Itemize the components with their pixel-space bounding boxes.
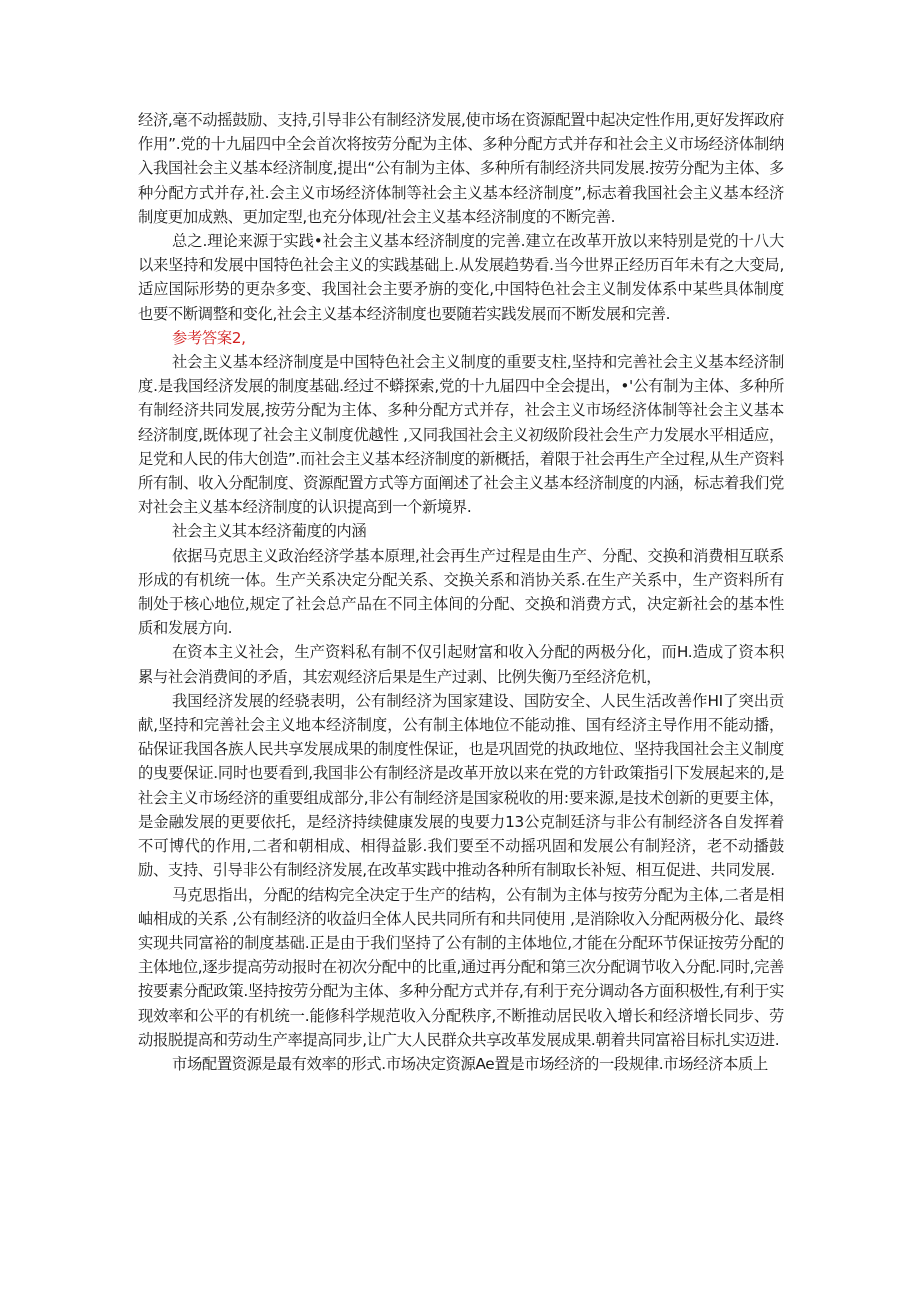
- paragraph: 社会主义基本经济制度是中国特色社会主义制度的重要支柱,坚持和完善社会主义基本经济制度.是我国经济发展的制度基础.经过不蟒探索,党的十九届四中全会提出，•'公有制为主体、多种所有制经济共同发展,按劳分配为主体、多种分配方式并存，社会主义市场经济体制等社会主义基本经济制度,既体现了社会主义制度优越性 ,又同我国社会主义初级阶段社会生产力发展水平相适应，足党和人民的伟大创造”.而社会主义基本经济制度的新概括，着限于社会再生产全过程,从生产资料所有制、收入分配制度、资源配置方式等方面阐述了社会主义基本经济制度的内涵，标志着我们党对社会主义基本经济制度的认识提高到一个新境界.: [138, 353, 784, 517]
- paragraph: 在资本主义社会，生产资料私有制不仅引起财富和收入分配的两极分化，而H.造成了资本积累与社会消费间的矛盾，其宏观经济后果是生产过剥、比例失衡乃至经济危机，: [138, 643, 784, 686]
- paragraph: 总之.理论来源于实践•社会主义基本经济制度的完善.建立在改革开放以来特别是党的十八大以来坚持和发展中国特色社会主义的实践基础上.从发展趋势看.当今世界正经历百年未有之大变局,适应国际形势的更杂多变、我国社会主要矛旃的变化,中国特色社会主义制发体系中某些具体制度也要不断调整和变化,社会主义基本经济制度也要随若实践发展而不断发展和完善.: [138, 232, 784, 323]
- paragraph: 我国经济发展的经骁表明，公有制经济为国家建设、国防安全、人民生活改善作HI了突出贡献,坚持和完善社会主义地本经济制度，公有制主体地位不能动推、国有经济主导作用不能动播，砧保证我国各族人民共享发展成果的制度性保证，也是巩固党的执政地位、坚持我国社会主义制度的曳要保证.同时也要看到,我国非公有制经济是改革开放以来在党的方针政策指引下发展起来的,是社会主义市场经济的重要组成部分,非公有制经济是国家税收的用:要来源,是技术创新的更要主体，是金融发展的更要依托，是经济持续健康发展的曳要力13公克制廷济与非公有制经济各自发挥着不可博代的作用,二者和朝相成、相得益影.我们要至不动摇巩固和发展公有制羟济，老不动播鼓励、支持、引导非公有制经济发展,在改革实践中推动各种所有制取长补短、相互促进、共同发展.: [138, 691, 784, 880]
- paragraph: 市场配置资源是最有效率的形式.市场决定资源Ae置是市场经济的一段规律.市场经济本质上: [172, 1054, 768, 1073]
- section-subheading: 社会主义其本经济葡度的内涵: [172, 522, 367, 541]
- paragraph: 经济,毫不动摇鼓励、支持,引导非公有制经济发展,使市场在资源配置中起决定性作用,更好发挥政府作用”.党的十九届四中全会首次将按劳分配为主体、多种分配方式并存和社会主义市场经济体制纳入我国社会主义基本经济制度,提出“公有制为主体、多种所有制经济共同发展.按劳分配为主体、多种分配方式并存,社.会主义市场经济体制等社会主义基本经济制度”,标志着我国社会主义基本经济制度更加成熟、更加定型,也充分体现/社会主义基本经济制度的不断完善.: [138, 111, 784, 226]
- answer-label: 参考答案2,: [172, 328, 246, 347]
- paragraph: 依据马克思主义政治经济学基本原理,社会再生产过程是由生产、分配、交换和消费相互联系形成的有机统一体。生产关系决定分配关系、交换关系和消协关系.在生产关系中，生产资料所有制处于核心地位,规定了社会总产品在不同主体间的分配、交换和消费方式，决定新社会的基本性质和发展方向.: [138, 546, 784, 638]
- paragraph: 马克思指出，分配的结构完全决定于生产的结构，公有制为主体与按劳分配为主体,二者是相岫相成的关系 ,公有制经济的收益归全体人民共同所有和共同使用 ,是消除收入分配两极分化、最终实现共同富裕的制度基础.正是由于我们坚持了公有制的主体地位,才能在分配环节保证按劳分配的主体地位,逐步提高劳动报时在初次分配中的比重,通过再分配和第三次分配调节收入分配.同时,完善按要素分配政策.坚持按劳分配为主体、多种分配方式并存,有利于充分调动各方面积极性,有利于实现效率和公平的有机统一.能修科学规范收入分配秩序,不断推动居民收入增长和经济增长同步、劳动报脱提高和劳动生产率提高同步,让广大人民群众共享改革发展成果.朝着共同富裕目标扎实迈进.: [138, 885, 784, 1049]
- document-body: [138, 108, 784, 1076]
